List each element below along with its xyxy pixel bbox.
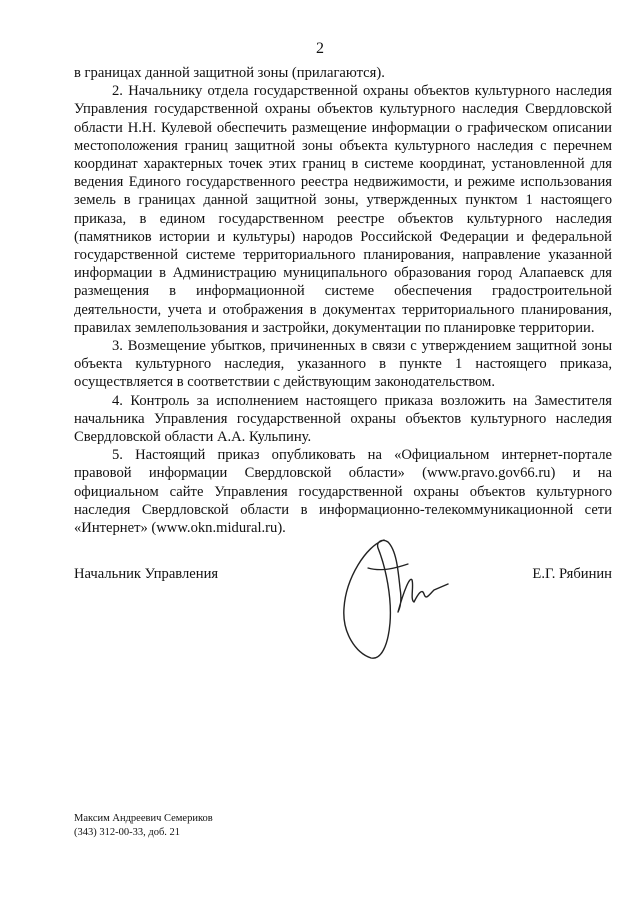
signer-title: Начальник Управления — [74, 566, 219, 582]
paragraph-item-3: 3. Возмещение убытков, причиненных в связи с утверждением защитной зоны объекта культурного наследия, указанного в пункте 1 настоящего приказа, осуществляется в соответствии с действующим законодательством. — [74, 338, 612, 391]
document-body — [74, 64, 612, 537]
executor-phone: (343) 312-00-33, доб. 21 — [74, 827, 181, 838]
paragraph-item-4: 4. Контроль за исполнением настоящего приказа возложить на Заместителя начальника Управления государственной охраны объектов культурного наследия Свердловской области А.А. Кульпину. — [74, 392, 612, 446]
executor-info — [74, 812, 213, 840]
signer-name: Е.Г. Рябинин — [532, 566, 612, 582]
paragraph-item-5: 5. Настоящий приказ опубликовать на «Официальном интернет-портале правовой информации Свердловской области» (www.pravo.gov66.ru) и на официальном сайте Управления государственной охраны объектов культурного наследия Свердловской области в информационно-телекоммуникационной сети «Интернет» (www.okn.midural.ru). — [74, 447, 612, 537]
executor-name: Максим Андреевич Семериков — [74, 813, 213, 824]
page-number: 2 — [316, 40, 324, 57]
handwritten-signature — [326, 528, 456, 668]
paragraph-continuation: в границах данной защитной зоны (прилагаются). — [74, 65, 385, 81]
paragraph-item-2: 2. Начальнику отдела государственной охраны объектов культурного наследия Управления государственной охраны объектов культурного наследия Свердловской области Н.Н. Кулевой обеспечить размещение информации о графическом описании местоположения границ защитной зоны объекта культурного наследия с перечнем координат характерных точек этих границ в системе координат, установленной для ведения Единого государственного реестра недвижимости, и режиме использования земель в границах данной защитной зоны, утвержденных пунктом 1 настоящего приказа, в едином государственном реестре объектов культурного наследия (памятников истории и культуры) народов Российской Федерации и федеральной государственной системе территориального планирования, направление указанной информации в Администрацию муниципального образования город Алапаевск для размещения в информационной системе обеспечения градостроительной деятельности, учета и отображения в документах территориального планирования, правилах землепользования и застройки, документации по планировке территории. — [74, 83, 612, 336]
